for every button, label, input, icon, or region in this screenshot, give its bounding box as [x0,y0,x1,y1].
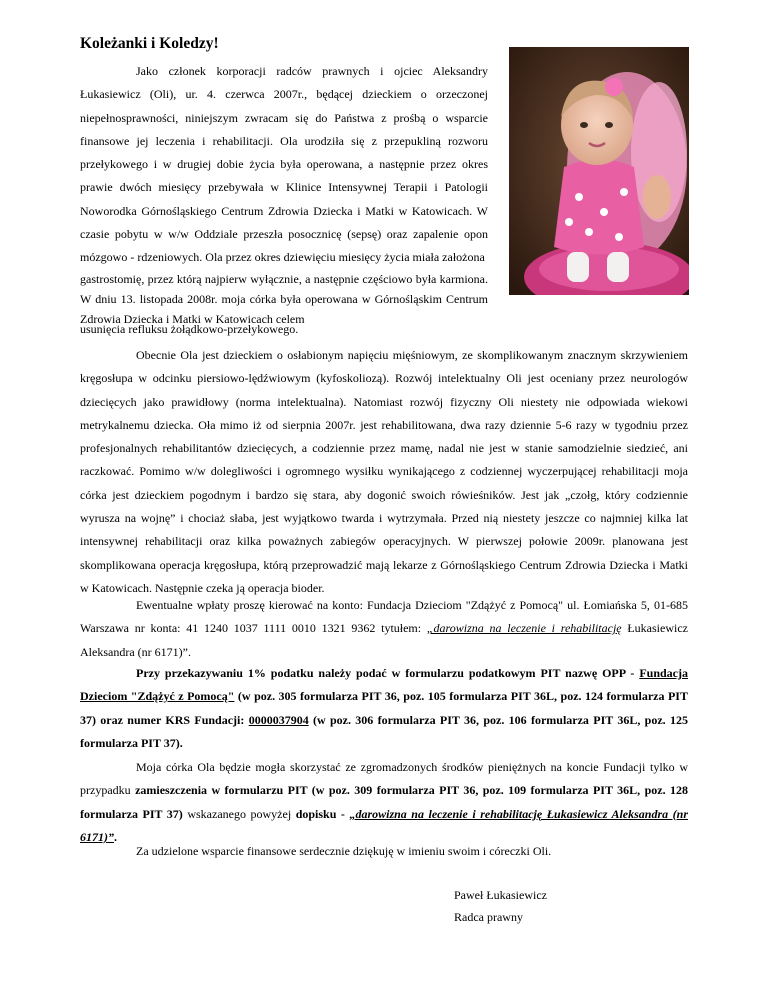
donation-title: „darowizna na leczenie i rehabilitację [426,621,622,636]
thanks-paragraph: Za udzielone wsparcie finansowe serdecznie dziękuję w imieniu swoim i córeczki Oli. [136,844,552,858]
intro-paragraph-continued: gastrostomię, przez którą najpierw wyłącznie, a następnie częściowo była karmiona. W dniu 13. listopada 2008r. moja córka była operowana w Górnośląskim Centrum Zdrowia Dziecka i Matki w Katowicach celem [80,272,488,326]
tax-percent-paragraph: Przy przekazywaniu 1% podatku należy podać w formularzu podatkowym PIT nazwę OPP - Fundacja Dzieciom "Zdążyć z Pomocą" (w poz. 305 formularza PIT 36, poz. 105 formularza PIT 36L, poz. 124 formularza PIT 37) oraz numer KRS Fundacji: 0000037904 (w poz. 306 formularza PIT 36, poz. 106 formularza PIT 36L, poz. 125 formularza PIT 37). [80,666,688,750]
intro-paragraph: Jako członek korporacji radców prawnych i ojciec Aleksandry Łukasiewicz (Oli), ur. 4. czerwca 2007r., będącej dzieckiem o orzeczonej niepełnosprawności, niniejszym zwracam się do Państwa z prośbą o wsparcie finansowe jej leczenia i rehabilitacji. Ola urodziła się z przepukliną rozworu przełykowego i w drugiej dobie życia była operowana, a następnie przez okres prawie dwóch miesięcy przebywała w Klinice Intensywnej Terapii i Patologii Noworodka Górnośląskiego Centrum Zdrowia Dziecka i Matki w Katowicach. W czasie pobytu w w/w Oddziale przeszła posocznicę (sepsę) oraz zapalenie opon mózgowo - rdzeniowych. Ola przez okres dziewięciu miesięcy życia miała założona [80,64,488,265]
letter-heading: Koleżanki i Koledzy! [80,35,219,52]
foundation-name: Fundacja Dzieciom "Zdążyć z Pomocą" [80,666,688,704]
intro-paragraph-last-line: usunięcia refluksu żołądkowo-przełykowego. [80,322,299,336]
signature-name: Paweł Łukasiewicz [454,888,547,902]
condition-paragraph: Obecnie Ola jest dzieckiem o osłabionym napięciu mięśniowym, ze skomplikowanym znacznym skrzywieniem kręgosłupa w odcinku piersiowo-lędźwiowym (kyfoskoliozą). Rozwój intelektualny Oli jest oceniany przez neurologów dziecięcych jako prawidłowy (norma intelektualna). Natomiast rozwój fizyczny Oli niestety nie odpowiada wiekowi metrykalnemu dziecka. Oła mimo iż od sierpnia 2007r. jest rehabilitowana, dwa razy dziennie 5-6 razy w tygodniu przez profesjonalnych rehabilitantów dziecięcych, a codziennie przez mamę, nadal nie jest w stanie samodzielnie siedzieć, ani raczkować. Pomimo w/w dolegliwości i ogromnego wysiłku wynikającego z codziennej wyczerpującej rehabilitacji moja córka jest dzieckiem pogodnym i bardzo się stara, aby dogonić swoich rówieśników. Jest jak „czołg, który codziennie wyrusza na wojnę” i chociaż słaba, jest wyjątkowo twarda i wytrzymała. Przed nią niestety jeszcze co najmniej kilka lat intensywnej rehabilitacji oraz kilka poważnych zabiegów operacyjnych. W pierwszej połowie 2009r. planowana jest skomplikowana operacja kręgosłupa, którą przeprowadzić mają lekarze z Górnośląskiego Centrum Zdrowia Dziecka i Matki w Katowicach. Następnie czeka ją operacja bioder. [80,348,688,595]
bank-account-paragraph: Ewentualne wpłaty proszę kierować na konto: Fundacja Dzieciom "Zdążyć z Pomocą" ul. Łomiańska 5, 01-685 Warszawa nr konta: 41 1240 1037 1111 0010 1321 9362 tytułem: „darowizna na leczenie i rehabilitację Łukasiewicz Aleksandra (nr 6171)”. [80,598,688,659]
child-photo [509,47,689,295]
krs-number: 0000037904 [248,712,309,727]
pit-note-paragraph: Moja córka Ola będzie mogła skorzystać ze zgromadzonych środków pieniężnych na koncie Fundacji tylko w przypadku zamieszczenia w formularzu PIT (w poz. 309 formularza PIT 36, poz. 109 formularza PIT 36L, poz. 128 formularza PIT 37) wskazanego powyżej dopisku - „darowizna na leczenie i rehabilitację Łukasiewicz Aleksandra (nr 6171)”. [80,760,689,844]
pit-annotation-text: „darowizna na leczenie i rehabilitację Łukasiewicz Aleksandra (nr 6171)” [80,806,689,844]
signature-role: Radca prawny [454,910,523,924]
